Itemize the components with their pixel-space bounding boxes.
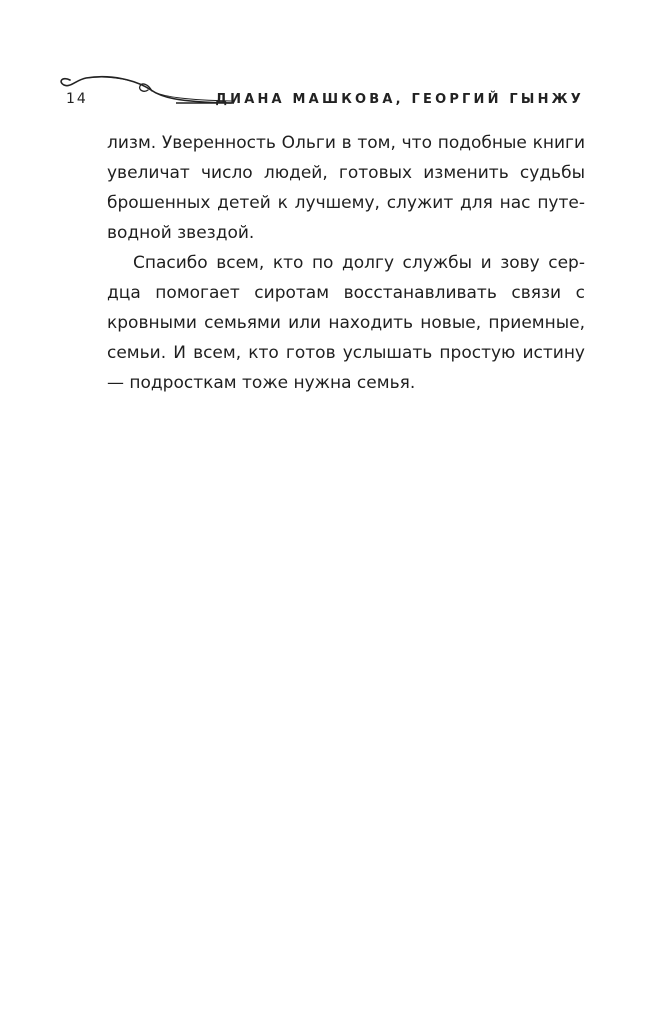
page-header — [56, 66, 596, 114]
paragraph: лизм. Уверенность Ольги в том, что подобные книги увеличат число людей, готовых изменить судьбы брошенных детей к лучшему, служит для нас путеводной звездой. — [107, 133, 585, 243]
paragraph: Спасибо всем, кто по долгу службы и зову сердца помогает сиротам восстанавливать связи с кровными семьями или находить новые, приемные, семьи. И всем, кто готов услышать простую истину — подросткам тоже нужна семья. — [107, 253, 585, 393]
running-title: ДИАНА МАШКОВА, ГЕОРГИЙ ГЫНЖУ — [215, 92, 584, 107]
page-number: 14 — [66, 91, 88, 107]
body-text — [107, 128, 585, 398]
